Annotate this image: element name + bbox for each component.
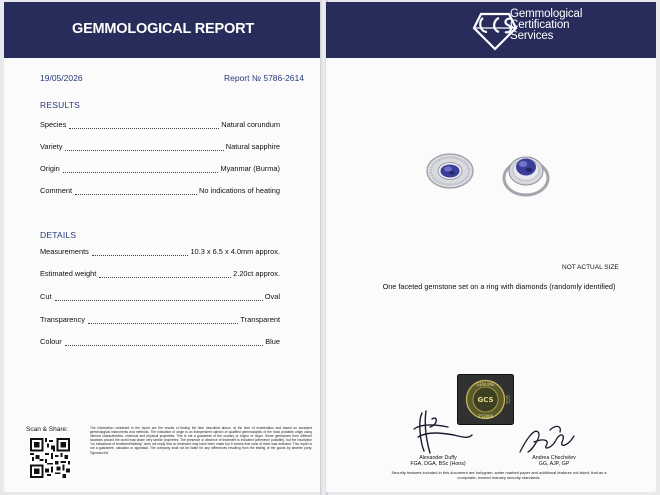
report-right-page [326,2,656,492]
svg-text:GCS: GCS [505,395,510,404]
row-label: Transparency [40,315,85,324]
report-number: Report № 5786-2614 [223,73,304,83]
ring-top-view-image [424,150,476,192]
row-label: Species [40,120,67,129]
signer-andrea-chechelev [504,455,604,467]
row-value: 2.20ct approx. [233,269,280,278]
report-left-page [4,2,322,492]
qr-code-icon[interactable] [30,438,70,478]
row-value: Blue [265,337,280,346]
result-row-variety [40,142,280,153]
details-heading: DETAILS [40,230,77,240]
result-row-origin [40,164,280,175]
detail-row-colour [40,337,280,348]
brand-line: Services [510,30,554,42]
svg-text:GCS: GCS [477,396,494,404]
signature-alexander-duffy [408,407,474,455]
detail-row-cut [40,292,280,303]
row-value: Natural corundum [221,120,280,129]
not-actual-size-note: NOT ACTUAL SIZE [562,264,619,271]
scan-share-label: Scan & Share: [26,426,68,433]
detail-row-transparency [40,315,280,326]
signer-name: Alexander Duffy [419,455,457,461]
row-label: Variety [40,142,63,151]
brand-line: Certification [510,19,570,31]
signer-titles: FGA, DGA, BSc (Hons) [410,461,466,467]
row-label: Measurements [40,247,89,256]
row-label: Comment [40,186,73,195]
detail-row-measurements [40,247,280,258]
brand-name [510,9,582,42]
row-label: Cut [40,292,52,301]
row-value: 10.3 x 6.5 x 4.0mm approx. [190,247,280,256]
row-label: Colour [40,337,62,346]
signer-name: Andrea Chechelev [532,455,576,461]
results-heading: RESULTS [40,100,80,110]
row-label: Estimated weight [40,269,97,278]
row-value: No indications of heating [199,186,280,195]
gemstone-caption: One faceted gemstone set on a ring with diamonds (randomly identified) [382,282,616,291]
ring-angled-view-image [500,148,552,198]
security-features-note: Security features included in this document are hologram, water marked paper and additional features not listed, that as a composite, exceed industry security standards. [391,470,607,481]
svg-text:GENUINE: GENUINE [476,382,495,387]
result-row-species [40,120,280,131]
report-title: GEMMOLOGICAL REPORT [71,21,255,37]
svg-text:153006: 153006 [477,414,494,419]
row-value: Natural sapphire [225,142,280,151]
row-value: Oval [264,292,280,301]
brand-line: Gemmological [510,8,583,20]
signer-titles: GG, AJP, GP [538,461,570,467]
legal-disclaimer: The information contained in the report are the results of testing the item described above, at the time of examination and based on accepted gemmological instruments and methods. The indication of origin is an independent opinion of qualified gemmologists of the most probable origin using internal characteristics, chemical and physical properties. This is not a guarantee of the country or region of origin. Some gemstones from different locations around the world may share very similar properties. The presence or absence of treatment is indicated (whenever possible), but the inscription "no indications of treatment/heating" does not imply that no treatment may have been made but it means that none of them was detected. This report is not a guarantee, valuation or appraisal. The company shall not be liable for any differences resulting from the testing of the goods by another party. ©gemscc.ltd [90,426,312,455]
row-label: Origin [40,164,60,173]
row-value: Myanmar (Burma) [220,164,280,173]
signer-alexander-duffy [388,455,488,467]
row-value: Transparent [240,315,280,324]
result-row-comment [40,186,280,197]
detail-row-weight [40,269,280,280]
report-date: 19/05/2026 [40,73,83,83]
signature-andrea-chechelev [516,422,576,458]
